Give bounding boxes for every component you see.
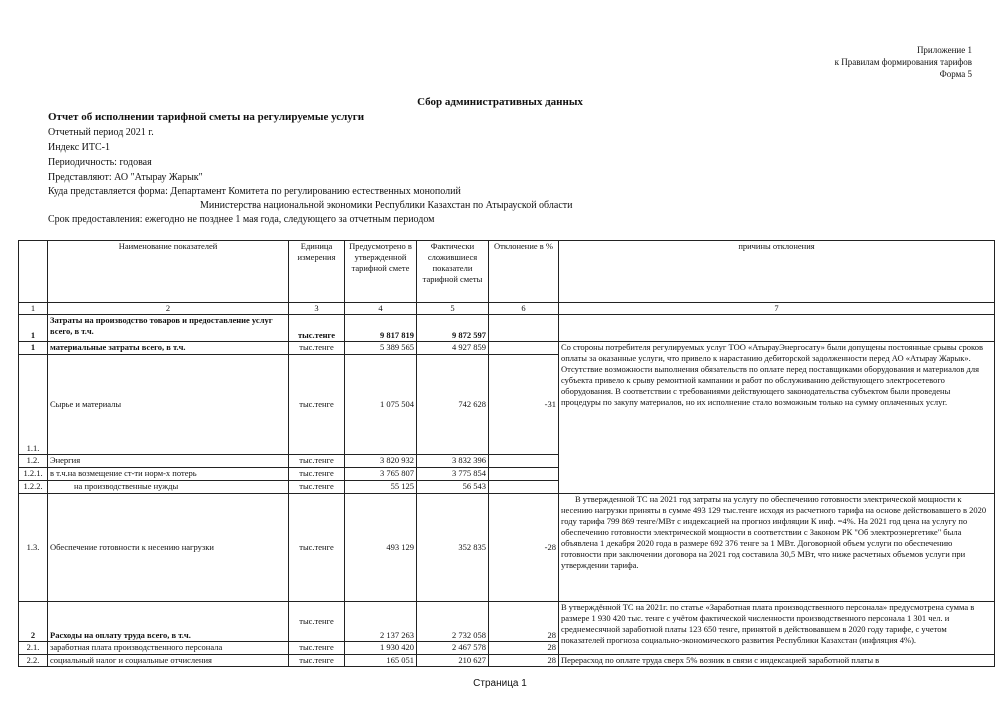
row-number: 1.2. [19, 455, 48, 468]
row-actual: 352 835 [417, 494, 489, 602]
row-deviation: 28 [489, 642, 559, 655]
row-number: 1.2.2. [19, 481, 48, 494]
row-actual: 4 927 859 [417, 342, 489, 355]
row-deviation: 28 [489, 602, 559, 642]
row-unit: тыс.тенге [289, 315, 345, 342]
row-actual: 3 775 854 [417, 468, 489, 481]
row-number: 1.1. [19, 355, 48, 455]
row-unit: тыс.тенге [289, 468, 345, 481]
row-number: 1 [19, 315, 48, 342]
header-unit: Единица измерения [289, 241, 345, 303]
meta-deadline: Срок предоставления: ежегодно не позднее 1 мая года, следующего за отчетным периодом [48, 214, 435, 225]
row-planned: 5 389 565 [345, 342, 417, 355]
meta-index: Индекс ИТС-1 [48, 142, 110, 153]
row-deviation: -31 [489, 355, 559, 455]
row-unit: тыс.тенге [289, 602, 345, 642]
meta-periodicity: Периодичность: годовая [48, 157, 152, 168]
row-unit: тыс.тенге [289, 355, 345, 455]
header-reasons: причины отклонения [559, 241, 995, 303]
row-unit: тыс.тенге [289, 655, 345, 667]
row-planned: 55 125 [345, 481, 417, 494]
reason-load-readiness: В утвержденной ТС на 2021 год затраты на услугу по обеспечению готовности электрической мощности к несению нагрузки приняты в сумме 493 129 тыс.тенге исходя из расчетного тарифа на основе действовавшего в 2020 году тарифа 799 869 тенге/МВт с индексацией на прогноз инфляции К инф. =4%. На 2021 год цена на услугу по обеспечению готовности электрической мощности в соответствии с Законом РК "Об электроэнергетике" была объявлена 1 декабря 2020 года в размере 692 376 тенге за 1 МВт. Договорной объем услуги по обеспечению готовности при заключении договора на 2021 год составила 30,5 МВт, что ниже расчетных объемов услуги при утверждении тарифа. [559, 494, 995, 602]
col-number: 7 [559, 303, 995, 315]
row-unit: тыс.тенге [289, 481, 345, 494]
appendix-line-3: Форма 5 [939, 69, 972, 79]
table-row [19, 342, 995, 355]
row-planned: 1 075 504 [345, 355, 417, 455]
row-name: материальные затраты всего, в т.ч. [48, 342, 289, 355]
header-row [19, 241, 995, 303]
report-title: Отчет об исполнении тарифной сметы на регулируемые услуги [48, 111, 365, 123]
row-unit: тыс.тенге [289, 342, 345, 355]
table-row [19, 494, 995, 602]
header-name: Наименование показателей [48, 241, 289, 303]
appendix-line-2: к Правилам формирования тарифов [834, 57, 972, 67]
row-planned: 9 817 819 [345, 315, 417, 342]
page-footer: Страница 1 [473, 678, 527, 689]
tariff-table [18, 240, 995, 667]
row-actual: 56 543 [417, 481, 489, 494]
row-name: Энергия [48, 455, 289, 468]
table-row [19, 655, 995, 667]
row-name: заработная плата производственного персонала [48, 642, 289, 655]
row-deviation [489, 315, 559, 342]
row-unit: тыс.тенге [289, 642, 345, 655]
row-planned: 3 765 807 [345, 468, 417, 481]
row-number: 1 [19, 342, 48, 355]
row-actual: 2 467 578 [417, 642, 489, 655]
appendix-line-1: Приложение 1 [916, 45, 972, 55]
row-deviation [489, 455, 559, 468]
row-name: Обеспечение готовности к несению нагрузки [48, 494, 289, 602]
row-unit: тыс.тенге [289, 455, 345, 468]
header-deviation: Отклонение в % [489, 241, 559, 303]
row-deviation [489, 342, 559, 355]
row-name: Расходы на оплату труда всего, в т.ч. [48, 602, 289, 642]
row-deviation: 28 [489, 655, 559, 667]
row-deviation [489, 481, 559, 494]
row-planned: 2 137 263 [345, 602, 417, 642]
col-number: 6 [489, 303, 559, 315]
column-number-row [19, 303, 995, 315]
header-no [19, 241, 48, 303]
row-number: 1.3. [19, 494, 48, 602]
row-actual: 210 627 [417, 655, 489, 667]
row-actual: 742 628 [417, 355, 489, 455]
reason-wages: В утверждённой ТС на 2021г. по статье «Заработная плата производственного персонала» предусмотрена сумма в размере 1 930 420 тыс. тенге с учётом фактической численности производственного персонала 1 301 чел. и среднемесячной заработной платы 123 650 тенге, принятой в действовавшем в 2020 году тарифе, с учетом показателей прогноза социально-экономического развития Республики Казахстан (инфляция 4%). [559, 602, 995, 655]
col-number: 1 [19, 303, 48, 315]
header-actual: Фактически сложившиеся показатели тарифной сметы [417, 241, 489, 303]
table-row [19, 315, 995, 342]
col-number: 3 [289, 303, 345, 315]
appendix-note [835, 44, 972, 80]
row-deviation [489, 468, 559, 481]
table-row [19, 602, 995, 642]
row-number: 2.2. [19, 655, 48, 667]
center-title: Сбор административных данных [417, 96, 583, 108]
col-number: 5 [417, 303, 489, 315]
row-planned: 3 820 932 [345, 455, 417, 468]
row-name: на производственные нужды [48, 481, 289, 494]
row-name: социальный налог и социальные отчисления [48, 655, 289, 667]
row-actual: 2 732 058 [417, 602, 489, 642]
col-number: 2 [48, 303, 289, 315]
meta-submitted-to-cont: Министерства национальной экономики Республики Казахстан по Атырауской области [200, 200, 573, 211]
row-unit: тыс.тенге [289, 494, 345, 602]
row-number: 2 [19, 602, 48, 642]
row-name: в т.ч.на возмещение ст-ти норм-х потерь [48, 468, 289, 481]
reason-materials: Со стороны потребителя регулируемых услуг ТОО «АтырауЭнергосату» были допущены постоянные срывы сроков оплаты за оказанные услуги, что привело к нарастанию дебиторской задолженности перед АО «Атырау Жарык». Отсутствие возможности выполнения обязательств по оплате перед поставщиками оборудования и материалов для субъекта привело к срыву ремонтной кампании и работ по обслуживанию действующего электросетевого оборудования. В соответствии с требованиями действующего законодательства субъектом были проведены процедуры по закупу материалов, но их исполнение стало возможным только на сумму оплаченных услуг. [559, 342, 995, 494]
row-planned: 1 930 420 [345, 642, 417, 655]
col-number: 4 [345, 303, 417, 315]
row-number: 1.2.1. [19, 468, 48, 481]
meta-submitted-to: Куда представляется форма: Департамент Комитета по регулированию естественных монополий [48, 186, 461, 197]
row-actual: 3 832 396 [417, 455, 489, 468]
row-deviation: -28 [489, 494, 559, 602]
header-planned: Предусмотрено в утвержденной тарифной смете [345, 241, 417, 303]
row-number: 2.1. [19, 642, 48, 655]
row-actual: 9 872 597 [417, 315, 489, 342]
row-planned: 165 051 [345, 655, 417, 667]
meta-presenter: Представляют: АО "Атырау Жарык" [48, 172, 203, 183]
row-name: Затраты на производство товаров и предоставление услуг всего, в т.ч. [48, 315, 289, 342]
row-planned: 493 129 [345, 494, 417, 602]
row-reason [559, 315, 995, 342]
reason-overspend: Перерасход по оплате труда сверх 5% возник в связи с индексацией заработной платы в [559, 655, 995, 667]
row-name: Сырье и материалы [48, 355, 289, 455]
meta-period: Отчетный период 2021 г. [48, 127, 154, 138]
